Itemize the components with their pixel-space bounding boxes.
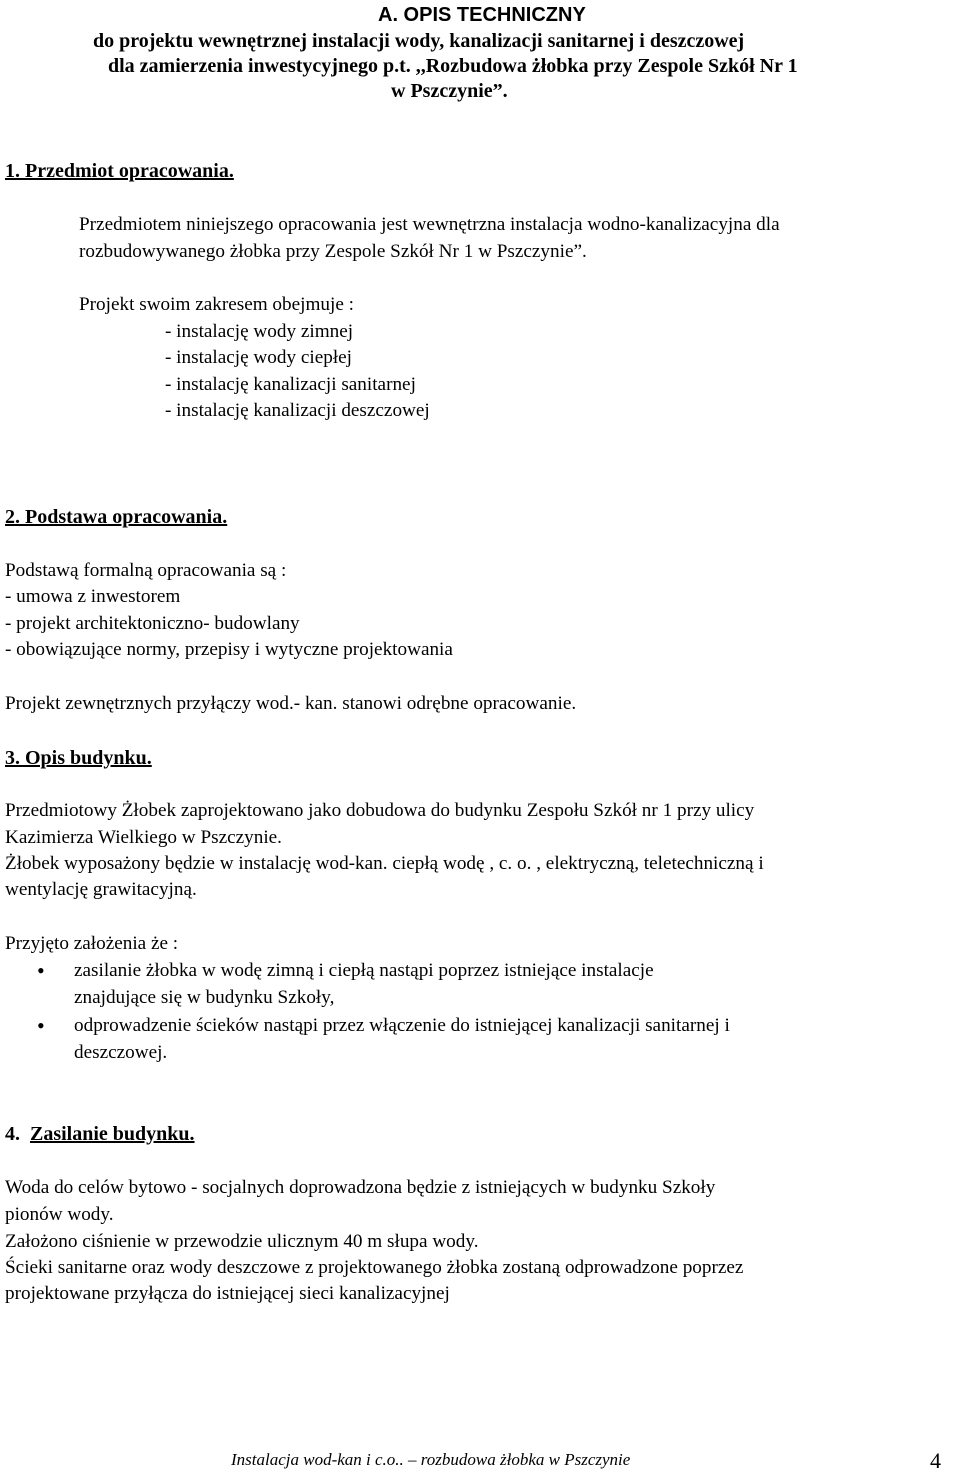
bullet-icon: • <box>37 1013 45 1038</box>
section-2-heading: 2. Podstawa opracowania. <box>5 506 228 528</box>
section-4-line: Woda do celów bytowo - socjalnych doprowadzona będzie z istniejących w budynku Szkoły <box>5 1177 716 1198</box>
scope-intro: Projekt swoim zakresem obejmuje : <box>79 294 354 315</box>
scope-item: - instalację wody ciepłej <box>165 347 353 368</box>
page-number: 4 <box>930 1448 941 1473</box>
assumptions-intro: Przyjęto założenia że : <box>5 933 179 954</box>
section-3-heading: 3. Opis budynku. <box>5 747 152 769</box>
scope-item: - instalację kanalizacji deszczowej <box>165 400 430 421</box>
section-3-paragraph-line: Przedmiotowy Żłobek zaprojektowano jako dobudowa do budynku Zespołu Szkół nr 1 przy ulicy <box>5 800 755 821</box>
section-3-paragraph-line: wentylację grawitacyjną. <box>5 879 197 900</box>
basis-item: - obowiązujące normy, przepisy i wytyczne projektowania <box>5 639 453 660</box>
scope-item: - instalację wody zimnej <box>165 321 354 342</box>
document-title: A. OPIS TECHNICZNY <box>378 4 586 26</box>
basis-item: - projekt architektoniczno- budowlany <box>5 613 300 634</box>
section-3-paragraph-line: Kazimierza Wielkiego w Pszczynie. <box>5 827 282 848</box>
section-4-title: Zasilanie budynku. <box>30 1123 195 1145</box>
section-2-note: Projekt zewnętrznych przyłączy wod.- kan. stanowi odrębne opracowanie. <box>5 693 577 714</box>
bullet-icon: • <box>37 958 45 983</box>
section-4-line: Ścieki sanitarne oraz wody deszczowe z projektowanego żłobka zostaną odprowadzone poprzez <box>5 1257 744 1278</box>
section-4-number: 4. <box>5 1123 20 1145</box>
section-1-paragraph-line: rozbudowywanego żłobka przy Zespole Szkół Nr 1 w Pszczynie”. <box>79 241 587 262</box>
scope-item: - instalację kanalizacji sanitarnej <box>165 374 416 395</box>
title-line-2: do projektu wewnętrznej instalacji wody, kanalizacji sanitarnej i deszczowej <box>93 30 745 52</box>
title-line-3: dla zamierzenia inwestycyjnego p.t. ,,Rozbudowa żłobka przy Zespole Szkół Nr 1 <box>108 55 798 77</box>
section-2-intro: Podstawą formalną opracowania są : <box>5 560 287 581</box>
section-4-line: projektowane przyłącza do istniejącej sieci kanalizacyjnej <box>5 1283 450 1304</box>
title-line-4: w Pszczynie”. <box>391 80 508 102</box>
assumption-item-line: odprowadzenie ścieków nastąpi przez włączenie do istniejącej kanalizacji sanitarnej i <box>74 1015 730 1036</box>
section-3-paragraph-line: Żłobek wyposażony będzie w instalację wod-kan. ciepłą wodę , c. o. , elektryczną, teletechniczną i <box>5 853 764 874</box>
basis-item: - umowa z inwestorem <box>5 586 181 607</box>
section-4-heading <box>5 1122 195 1146</box>
page-footer: Instalacja wod-kan i c.o.. – rozbudowa żłobka w Pszczynie <box>231 1450 631 1469</box>
section-4-line: pionów wody. <box>5 1204 114 1225</box>
assumption-item-line: znajdujące się w budynku Szkoły, <box>74 987 335 1008</box>
section-1-heading: 1. Przedmiot opracowania. <box>5 160 234 182</box>
assumption-item-line: zasilanie żłobka w wodę zimną i ciepłą nastąpi poprzez istniejące instalacje <box>74 960 654 981</box>
section-4-line: Założono ciśnienie w przewodzie ulicznym 40 m słupa wody. <box>5 1231 479 1252</box>
section-1-paragraph-line: Przedmiotem niniejszego opracowania jest wewnętrzna instalacja wodno-kanalizacyjna dla <box>79 214 780 235</box>
assumption-item-line: deszczowej. <box>74 1042 168 1063</box>
